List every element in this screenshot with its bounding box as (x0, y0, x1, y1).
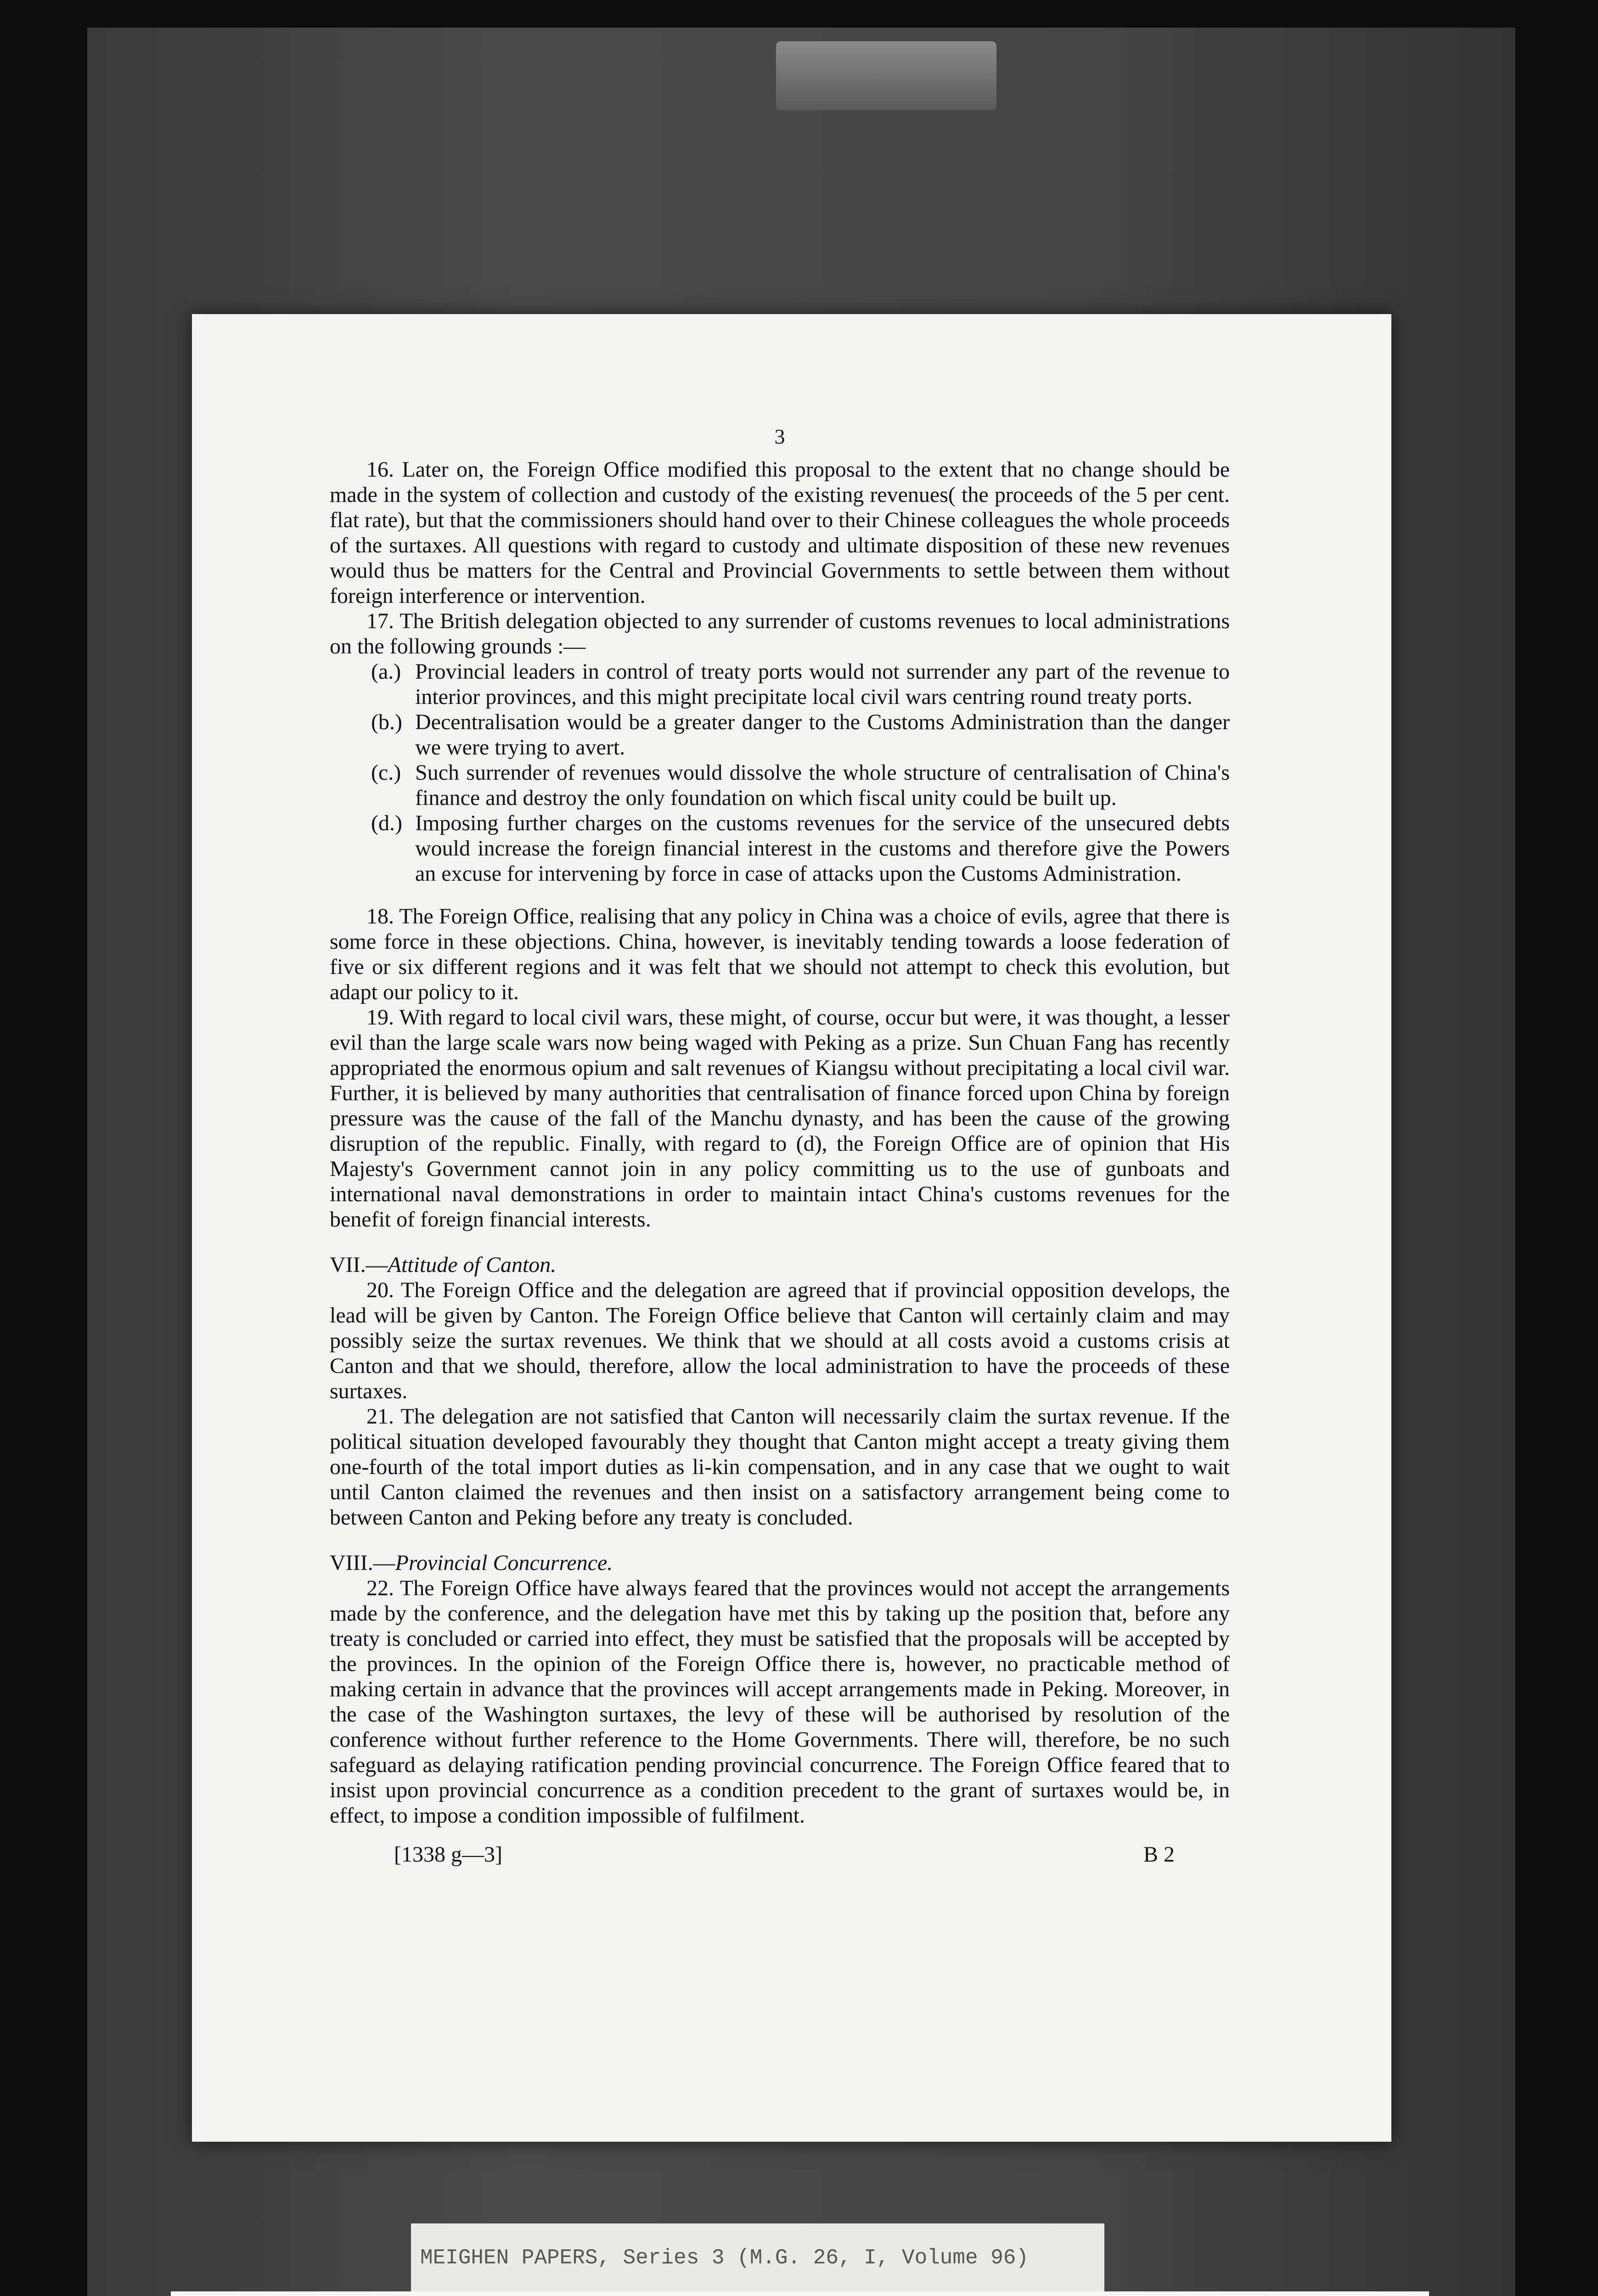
paragraph-21: 21. The delegation are not satisfied that Canton will necessarily claim the surtax revenue. If the political situation developed favourably they thought that Canton might accept a treaty giving them one-fourth of the total import duties as li-kin compensation, and in any case that we ought to wait until Canton claimed the revenues and then insist on a satisfactory arrangement being come to between Canton and Peking before any treaty is concluded. (330, 1404, 1230, 1530)
document-page (192, 314, 1391, 2142)
item-text: Decentralisation would be a greater danger to the Customs Administration than the danger we were trying to avert. (415, 710, 1230, 760)
paragraph-18: 18. The Foreign Office, realising that any policy in China was a choice of evils, agree that there is some force in these objections. China, however, is inevitably tending towards a loose federation of five or six different regions and it was felt that we should not attempt to check this evolution, but adapt our policy to it. (330, 904, 1230, 1004)
list-item (371, 709, 1230, 760)
page-number: 3 (774, 425, 785, 448)
binder-clip (776, 41, 996, 110)
paragraph-16: 16. Later on, the Foreign Office modified this proposal to the extent that no change should be made in the system of collection and custody of the existing revenues( the proceeds of the 5 per cent. flat rate), but that the commissioners should hand over to their Chinese colleagues the whole proceeds of the surtaxes. All questions with regard to custody and ultimate disposition of these new revenues would thus be matters for the Central and Provincial Governments to settle between them without foreign interference or intervention. (330, 457, 1230, 608)
section-title: Attitude of Canton. (388, 1253, 557, 1277)
collection-label: MEIGHEN PAPERS, Series 3 (M.G. 26, I, Volume 96) (411, 2223, 1104, 2292)
page-footer (330, 1842, 1230, 1867)
section-number: VIII.— (330, 1551, 395, 1575)
signature-mark: B 2 (1143, 1842, 1175, 1867)
list-item (371, 810, 1230, 886)
print-reference: [1338 g—3] (394, 1842, 502, 1867)
paragraph-19: 19. With regard to local civil wars, these might, of course, occur but were, it was thought, a lesser evil than the large scale wars now being waged with Peking as a prize. Sun Chuan Fang has recently appropriated the enormous opium and salt revenues of Kiangsu without precipitating a local civil war. Further, it is believed by many authorities that centralisation of finance forced upon China by foreign pressure was the cause of the fall of the Manchu dynasty, and has been the cause of the growing disruption of the republic. Finally, with regard to (d), the Foreign Office are of opinion that His Majesty's Government cannot join in any policy committing us to the use of gunboats and international naval demonstrations in order to maintain intact China's customs revenues for the benefit of foreign financial interests. (330, 1005, 1230, 1232)
item-label: (a.) (371, 659, 401, 684)
objection-list (371, 659, 1230, 886)
section-number: VII.— (330, 1253, 388, 1277)
section-heading-vii (330, 1252, 1230, 1277)
item-label: (d.) (371, 811, 402, 835)
item-text: Imposing further charges on the customs revenues for the service of the unsecured debts would increase the foreign financial interest in the customs and therefore give the Powers an excuse for intervening by force in case of attacks upon the Customs Administration. (415, 811, 1230, 886)
item-label: (b.) (371, 710, 402, 734)
archives-stamp (171, 2291, 1429, 2296)
paragraph-20: 20. The Foreign Office and the delegation are agreed that if provincial opposition develops, the lead will be given by Canton. The Foreign Office believe that Canton will certainly claim and may possibly seize the surtax revenues. We think that we should at all costs avoid a customs crisis at Canton and that we should, therefore, allow the local administration to have the proceeds of these surtaxes. (330, 1278, 1230, 1403)
item-text: Provincial leaders in control of treaty ports would not surrender any part of the revenue to interior provinces, and this might precipitate local civil wars centring round treaty ports. (415, 659, 1230, 709)
page-body (330, 424, 1230, 1867)
list-item (371, 659, 1230, 709)
item-text: Such surrender of revenues would dissolve the whole structure of centralisation of China's finance and destroy the only foundation on which fiscal unity could be built up. (415, 760, 1230, 810)
section-title: Provincial Concurrence. (395, 1551, 613, 1575)
section-heading-viii (330, 1550, 1230, 1576)
paragraph-17: 17. The British delegation objected to any surrender of customs revenues to local administrations on the following grounds :— (330, 609, 1230, 658)
list-item (371, 760, 1230, 810)
paragraph-22: 22. The Foreign Office have always feared that the provinces would not accept the arrangements made by the conference, and the delegation have met this by taking up the position that, before any treaty is concluded or carried into effect, they must be satisfied that the proposals will be accepted by the provinces. In the opinion of the Foreign Office there is, however, no practicable method of making certain in advance that the provinces will accept arrangements made in Peking. Moreover, in the case of the Washington surtaxes, the levy of these will be authorised by resolution of the conference without further reference to the Home Governments. There will, therefore, be no such safeguard as delaying ratification pending provincial concurrence. The Foreign Office feared that to insist upon provincial concurrence as a condition precedent to the grant of surtaxes would be, in effect, to impose a condition impossible of fulfilment. (330, 1576, 1230, 1828)
item-label: (c.) (371, 760, 401, 785)
